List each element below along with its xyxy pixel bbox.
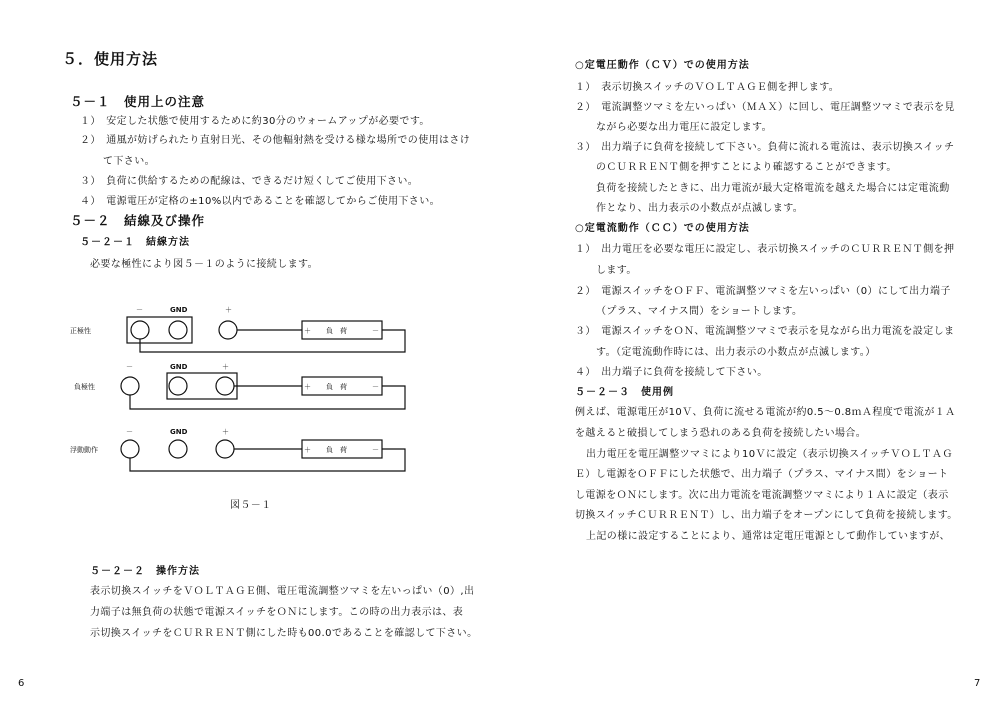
figure-caption: 図５－１	[230, 500, 272, 511]
subsection-title: ５－２ 結線及び操作	[70, 213, 206, 228]
load-plus-label: ＋	[304, 383, 311, 391]
body-text: 表示切換スイッチをＶＯＬＴＡＧＥ側、電圧電流調整ツマミを左いっぱい（0）,出	[90, 586, 475, 597]
body-text: 例えば、電源電圧が10Ｖ、負荷に流せる電流が約0.5～0.8ｍＡ程度で電流が１Ａ	[575, 407, 956, 418]
list-item: ３） 電源スイッチをＯＮ、電流調整ツマミで表示を見ながら出力電流を設定しま	[575, 326, 955, 337]
terminal-minus	[121, 377, 139, 395]
list-item: ２） 電源スイッチをＯＦＦ、電流調整ツマミを左いっぱい（0）にして出力端子	[575, 286, 951, 297]
body-text: し電源をＯＮにします。次に出力電流を電流調整ツマミにより１Ａに設定（表示	[575, 490, 949, 501]
terminal-gnd	[169, 377, 187, 395]
row-label: 浮動動作	[70, 446, 98, 454]
list-item: １） 出力電圧を必要な電圧に設定し、表示切換スイッチのＣＵＲＲＥＮＴ側を押	[575, 244, 955, 255]
load-plus-label: ＋	[304, 446, 311, 454]
terminal-gnd	[169, 321, 187, 339]
body-text: 力端子は無負荷の状態で電源スイッチをＯＮにします。この時の出力表示は、表	[90, 607, 464, 618]
list-item: ４） 出力端子に負荷を接続して下さい。	[575, 367, 768, 378]
terminal-gnd	[169, 440, 187, 458]
section-title-cc: ○定電流動作（ＣＣ）での使用方法	[575, 223, 750, 234]
list-item: ３） 負荷に供給するための配線は、できるだけ短くしてご使用下さい。	[80, 176, 419, 187]
terminal-minus	[131, 321, 149, 339]
gnd-label: GND	[170, 428, 188, 436]
load-label: 負 荷	[326, 327, 347, 335]
list-item-continuation: ながら必要な出力電圧に設定します。	[596, 122, 772, 133]
load-label: 負 荷	[326, 383, 347, 391]
load-label: 負 荷	[326, 446, 347, 454]
body-text: 必要な極性により図５－１のように接続します。	[90, 259, 318, 270]
body-text: 示切換スイッチをＣＵＲＲＥＮＴ側にした時も00.0であることを確認して下さい。	[90, 628, 478, 639]
list-item: ３） 出力端子に負荷を接続して下さい。負荷に流れる電流は、表示切換スイッチ	[575, 142, 955, 153]
load-minus-label: －	[372, 446, 379, 454]
page-number: 6	[18, 678, 25, 689]
load-minus-label: －	[372, 327, 379, 335]
plus-label: ＋	[222, 363, 229, 371]
terminal-plus	[219, 321, 237, 339]
list-item-continuation: て下さい。	[103, 156, 155, 167]
list-item: １） 表示切換スイッチのＶＯＬＴＡＧＥ側を押します。	[575, 82, 840, 93]
wiring-diagram	[70, 295, 420, 480]
row-label: 正極性	[70, 327, 91, 335]
load-plus-label: ＋	[304, 327, 311, 335]
minus-label: －	[126, 363, 133, 371]
terminal-plus	[216, 377, 234, 395]
sub-subsection-title: ５－２－１ 結線方法	[80, 237, 190, 248]
subsection-title: ５－１ 使用上の注意	[70, 94, 206, 109]
list-item-continuation: します。	[596, 265, 637, 276]
section-title-cv: ○定電圧動作（ＣＶ）での使用方法	[575, 60, 750, 71]
body-text: Ｅ）し電源をＯＦＦにした状態で、出力端子（プラス、マイナス間）をショート	[575, 469, 949, 480]
list-item: ４） 電源電圧が定格の±10%以内であることを確認してからご使用下さい。	[80, 196, 441, 207]
list-item: ２） 通風が妨げられたり直射日光、その他輻射熱を受ける様な場所での使用はさけ	[80, 135, 471, 146]
list-item-continuation: す。（定電流動作時には、出力表示の小数点が点滅します。）	[596, 347, 876, 358]
list-item-continuation: 負荷を接続したときに、出力電流が最大定格電流を越えた場合には定電流動	[596, 183, 950, 194]
supply-box	[127, 317, 192, 343]
gnd-label: GND	[170, 306, 188, 314]
list-item-continuation: （プラス、マイナス間）をショートします。	[596, 306, 803, 317]
plus-label: ＋	[222, 428, 229, 436]
list-item-continuation: 作となり、出力表示の小数点が点滅します。	[596, 203, 804, 214]
body-text: 出力電圧を電圧調整ツマミにより10Ｖに設定（表示切換スイッチＶＯＬＴＡＧ	[586, 449, 953, 460]
plus-label: ＋	[225, 306, 232, 314]
row-label: 負極性	[74, 383, 95, 391]
page-number: 7	[974, 678, 981, 689]
gnd-label: GND	[170, 363, 188, 371]
body-text: 上記の様に設定することにより、通常は定電圧電源として動作していますが、	[586, 531, 950, 542]
list-item-continuation: のＣＵＲＲＥＮＴ側を押すことにより確認することができます。	[596, 162, 897, 173]
list-item: ２） 電流調整ツマミを左いっぱい（ＭＡＸ）に回し、電圧調整ツマミで表示を見	[575, 102, 955, 113]
body-text: 切換スイッチＣＵＲＲＥＮＴ）し、出力端子をオープンにして負荷を接続します。	[575, 510, 958, 521]
minus-label: －	[126, 428, 133, 436]
body-text: を越えると破損してしまう恐れのある負荷を接続したい場合。	[575, 428, 867, 439]
terminal-plus	[216, 440, 234, 458]
sub-subsection-title: ５－２－２ 操作方法	[90, 566, 200, 577]
sub-subsection-title: ５－２－３ 使用例	[575, 387, 674, 398]
list-item: １） 安定した状態で使用するために約30分のウォームアップが必要です。	[80, 116, 430, 127]
terminal-minus	[121, 440, 139, 458]
section-heading: ５．使用方法	[62, 50, 159, 68]
minus-label: －	[136, 306, 143, 314]
load-minus-label: －	[372, 383, 379, 391]
